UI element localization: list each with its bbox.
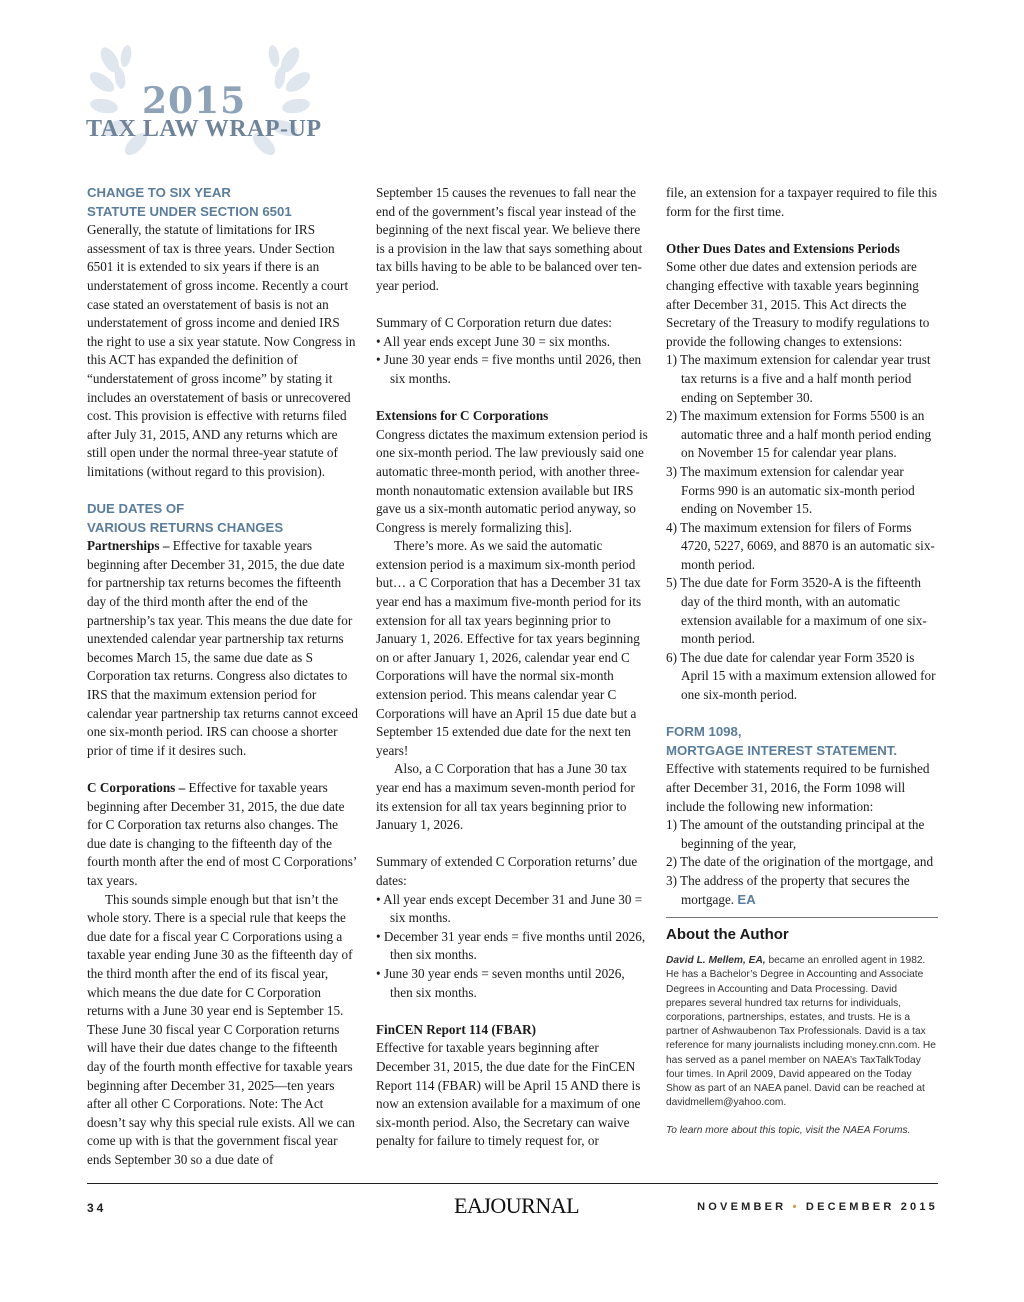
- list-item: 2) The date of the origination of the mortgage, and: [666, 854, 934, 870]
- list-item: 2) The maximum extension for Forms 5500 is an automatic three and a half month period ending on November 15 for calendar year plans.: [666, 408, 932, 461]
- paragraph: September 15 causes the revenues to fall near the end of the government’s fiscal year instead of the beginning of the next fiscal year. We believe there is a provision in the law that says something about tax bills having to be able to be balanced over ten-year period.: [376, 185, 643, 293]
- author-bio: David L. Mellem, EA, became an enrolled agent in 1982. He has a Bachelor’s Degree in Accounting and Associate Degrees in Accounting and Data Processing. David prepares several hundred tax returns for individuals, corporations, partnerships, estates, and trusts. He is a partner of Ashwaubenon Tax Professionals. David is a tax reference for many journalists including money.cnn.com. He has served as a panel member on NAEA’s TaxTalkToday four times. In April 2009, David appeared on the Today Show as part of an NAEA panel. David can be reached at davidmellem@yahoo.com.: [666, 955, 936, 1109]
- banner-year: 2015: [142, 80, 247, 122]
- list-item: 3) The address of the property that secures the mortgage. EA: [666, 872, 910, 907]
- paragraph: There’s more. As we said the automatic extension period is a maximum six-month period but… a C Corporation that has a December 31 tax year end has a maximum five-month period for its extension for all tax years beginning prior to January 1, 2026. Effective for tax years beginning on or after January 1, 2026, calendar year end C Corporations will have the normal six-month extension period. This means calendar year C Corporations will have an April 15 due date but a September 15 extended due date for the next ten years!: [376, 538, 642, 758]
- author-box: [666, 917, 938, 1141]
- subhead: FinCEN Report 114 (FBAR): [376, 1021, 537, 1037]
- paragraph: Effective with statements required to be furnished after December 31, 2016, the Form 1098 will include the following new information:: [666, 761, 930, 814]
- section-heading: VARIOUS RETURNS CHANGES: [87, 519, 284, 535]
- section-heading: CHANGE TO SIX YEAR: [87, 185, 231, 200]
- author-heading: About the Author: [666, 926, 789, 944]
- paragraph: Summary of C Corporation return due dates:: [376, 315, 612, 331]
- list-item: • December 31 year ends = five months until 2026, then six months.: [376, 928, 646, 963]
- list-item: 3) The maximum extension for calendar year Forms 990 is an automatic six-month period ending on November 15.: [666, 463, 915, 517]
- page-number: 34: [87, 1201, 107, 1215]
- ea-journal-logo: EAJOURNAL: [454, 1193, 580, 1218]
- paragraph: Partnerships – Effective for taxable years beginning after December 31, 2015, the due date for partnership tax returns becomes the fifteenth day of the third month after the end of the partnership’s tax year. This means the due date for unextended calendar year partnership tax returns becomes March 15, the same due date as S Corporation tax returns. Congress also dictates to IRS that the maximum extension period for calendar year partnership tax returns cannot exceed one six-month period. IRS can choose a shorter prior of time if it desires such.: [87, 538, 358, 758]
- paragraph: Some other due dates and extension periods are changing effective with taxable years beginning after December 31, 2015. This Act directs the Secretary of the Treasury to modify regulations to provide the following changes to extensions:: [666, 259, 930, 349]
- column-3: [666, 184, 938, 1141]
- list-item: 1) The maximum extension for calendar year trust tax returns is a five and a half month period ending on September 30.: [666, 352, 931, 405]
- list-item: 6) The due date for calendar year Form 3520 is April 15 with a maximum extension allowed for one six-month period.: [666, 649, 936, 703]
- banner-title: TAX LAW WRAP-UP: [86, 116, 322, 142]
- paragraph: Generally, the statute of limitations for IRS assessment of tax is three years. Under Section 6501 it is extended to six years if there is an understatement of gross income. Recently a court case stated an overstatement of basis is not an understatement of gross income and denied IRS the right to use a six year statute. Now Congress in this ACT has expanded the definition of “understatement of gross income” by stating it includes an overstatement of basis or unrecovered cost. This provision is effective with returns filed after July 31, 2015, AND any returns which are still open under the normal three-year statute of limitations (without regard to this provision).: [87, 222, 356, 479]
- list-item: 1) The amount of the outstanding principal at the beginning of the year,: [666, 817, 925, 851]
- forum-note: To learn more about this topic, visit the NAEA Forums.: [666, 1125, 911, 1137]
- subhead: Extensions for C Corporations: [376, 408, 549, 424]
- paragraph: file, an extension for a taxpayer required to file this form for the first time.: [666, 185, 937, 219]
- subhead: C Corporations –: [87, 780, 186, 795]
- section-heading: STATUTE UNDER SECTION 6501: [87, 203, 292, 219]
- list-item: 5) The due date for Form 3520-A is the fifteenth day of the third month, with an automatic extension available for a maximum of one six-month period.: [666, 575, 927, 647]
- issue-date: NOVEMBER • DECEMBER 2015: [697, 1201, 938, 1213]
- author-name: David L. Mellem, EA,: [666, 955, 766, 967]
- section-heading: MORTGAGE INTEREST STATEMENT.: [666, 742, 898, 758]
- section-heading: FORM 1098,: [666, 724, 742, 740]
- subhead: Partnerships –: [87, 538, 170, 554]
- paragraph: C Corporations – Effective for taxable years beginning after December 31, 2015, the due date for C Corporation tax returns also changes. The due date is changing to the fifteenth day of the fourth month after the end of most C Corporations’ tax years.: [87, 780, 357, 888]
- list-item: • June 30 year ends = seven months until 2026, then six months.: [376, 965, 625, 1000]
- list-item: 4) The maximum extension for filers of Forms 4720, 5227, 6069, and 8870 is an automatic six-month period.: [666, 519, 935, 572]
- subhead: Other Dues Dates and Extensions Periods: [666, 240, 900, 256]
- paragraph: Summary of extended C Corporation returns’ due dates:: [376, 854, 638, 888]
- section-heading: DUE DATES OF: [87, 501, 185, 517]
- paragraph: Congress dictates the maximum extension period is one six-month period. The law previously said one automatic three-month period, with another three-month nonautomatic extension available but IRS gave us a six-month automatic period anyway, so Congress is merely formalizing this].: [376, 426, 648, 535]
- ea-end-mark: EA: [737, 891, 756, 907]
- column-1: [87, 184, 359, 1169]
- list-item: • All year ends except December 31 and June 30 = six months.: [376, 891, 643, 926]
- paragraph: This sounds simple enough but that isn’t the whole story. There is a special rule that keeps the due date for a fiscal year C Corporations using a taxable year ending June 30 as the fifteenth day of the third month after the end of its fiscal year, which means the due date for C Corporation returns with a June 30 year end is September 15. These June 30 fiscal year C Corporation returns will have their due dates change to the fifteenth day of the fourth month effective for taxable years beginning after December 31, 2025—ten years after all other C Corporations. Note: The Act doesn’t say why this special rule exists. All we can come up with is that the government fiscal year ends September 30 so a due date of: [87, 891, 355, 1167]
- list-item: • June 30 year ends = five months until 2026, then six months.: [376, 352, 642, 386]
- paragraph: Effective for taxable years beginning after December 31, 2015, the due date for the FinCEN Report 114 (FBAR) will be April 15 AND there is now an extension available for a maximum of one six-month period. Also, the Secretary can waive penalty for failure to timely request for, or: [376, 1040, 641, 1149]
- paragraph: Also, a C Corporation that has a June 30 tax year end has a maximum seven-month period for its extension for all tax years beginning prior to January 1, 2026.: [376, 761, 635, 833]
- footer-divider: [87, 1183, 938, 1184]
- column-2: [376, 184, 648, 1151]
- list-item: • All year ends except June 30 = six months.: [376, 333, 611, 349]
